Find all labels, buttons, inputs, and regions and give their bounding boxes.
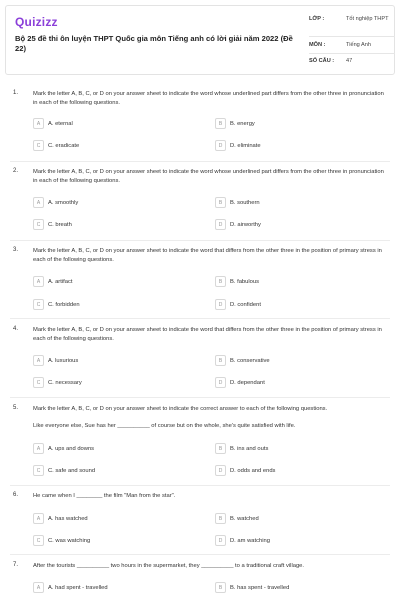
option-label: D. am watching [230,537,270,544]
option-a[interactable] [33,197,78,208]
option-d[interactable] [215,377,265,388]
option-b[interactable] [215,197,260,208]
option-d[interactable] [215,299,261,310]
meta-grade-value: Tốt nghiệp THPT [346,16,389,22]
option-key-box[interactable]: C [33,535,44,546]
option-key-box[interactable]: A [33,355,44,366]
question-divider [10,397,390,398]
option-label: D. confident [230,301,261,308]
question-divider [10,318,390,319]
option-label: B. ins and outs [230,445,269,452]
option-d[interactable] [215,140,261,151]
option-label: B. watched [230,515,259,522]
option-key-box[interactable]: C [33,465,44,476]
meta-subject-label: MÔN : [309,42,326,48]
question-number: 2. [13,168,19,174]
option-a[interactable] [33,582,108,593]
question-stem: Like everyone else, Sue has her __________ of course but on the whole, she's quite satisfied with life. [33,423,296,429]
option-label: A. artifact [48,278,73,285]
question-divider [10,554,390,555]
option-d[interactable] [215,465,275,476]
option-label: C. forbidden [48,301,80,308]
option-label: D. eliminate [230,142,261,149]
question-text: After the tourists __________ two hours in the supermarket, they __________ to a traditional craft village. [33,563,305,569]
question-number: 6. [13,492,19,498]
option-label: D. odds and ends [230,467,276,474]
option-label: B. energy [230,120,255,127]
option-key-box[interactable]: B [215,276,226,287]
option-a[interactable] [33,276,72,287]
question-number: 1. [13,90,19,96]
option-label: A. ups and downs [48,445,95,452]
option-key-box[interactable]: B [215,197,226,208]
question-divider [10,240,390,241]
meta-count-value: 47 [346,58,353,64]
quizizz-logo[interactable]: Quizizz [15,15,58,29]
option-key-box[interactable]: C [33,299,44,310]
option-c[interactable] [33,140,79,151]
question-divider [10,485,390,486]
question-number: 4. [13,326,19,332]
option-a[interactable] [33,443,94,454]
option-label: A. eternal [48,120,73,127]
option-b[interactable] [215,355,270,366]
option-key-box[interactable]: D [215,377,226,388]
meta-subject-value: Tiếng Anh [346,42,371,48]
option-label: A. smoothly [48,199,79,206]
option-key-box[interactable]: C [33,219,44,230]
worksheet-header [5,5,395,75]
option-label: C. necessary [48,379,82,386]
option-key-box[interactable]: D [215,299,226,310]
option-a[interactable] [33,118,73,129]
meta-divider [309,53,395,54]
option-label: A. had spent - travelled [48,584,108,591]
option-label: C. eradicate [48,142,80,149]
question-text: Mark the letter A, B, C, or D on your answer sheet to indicate the word whose underlined part differs from the other three in pronunciation in each of the following questions. [33,169,384,184]
option-label: C. safe and sound [48,467,96,474]
question-text: Mark the letter A, B, C, or D on your answer sheet to indicate the correct answer to each of the following questions. [33,406,328,412]
option-label: A. luxurious [48,357,79,364]
worksheet-title: Bộ 25 đề thi ôn luyện THPT Quốc gia môn Tiếng anh có lời giải năm 2022 (Đề 22) [15,34,293,53]
option-key-box[interactable]: D [215,140,226,151]
option-c[interactable] [33,219,72,230]
question-text: Mark the letter A, B, C, or D on your answer sheet to indicate the word that differs from the other three in the position of primary stress in each of the following questions. [33,248,382,263]
question-number: 5. [13,405,19,411]
option-key-box[interactable]: B [215,443,226,454]
option-key-box[interactable]: D [215,219,226,230]
question-number: 7. [13,562,19,568]
option-key-box[interactable]: C [33,140,44,151]
question-text: Mark the letter A, B, C, or D on your answer sheet to indicate the word that differs from the other three in the position of primary stress in each of the following questions. [33,327,382,342]
option-key-box[interactable]: C [33,377,44,388]
option-key-box[interactable]: B [215,513,226,524]
option-label: B. fabulous [230,278,260,285]
question-text: He came when I ________ the film "Man from the star". [33,493,176,499]
option-d[interactable] [215,219,261,230]
option-a[interactable] [33,355,78,366]
option-c[interactable] [33,299,80,310]
meta-divider [309,36,395,37]
option-key-box[interactable]: D [215,465,226,476]
option-label: C. breath [48,221,72,228]
question-text: Mark the letter A, B, C, or D on your answer sheet to indicate the word whose underlined part differs from the other three in pronunciation in each of the following questions. [33,91,384,106]
option-d[interactable] [215,535,270,546]
option-key-box[interactable]: A [33,443,44,454]
option-key-box[interactable]: B [215,582,226,593]
option-key-box[interactable]: A [33,118,44,129]
option-a[interactable] [33,513,88,524]
option-key-box[interactable]: D [215,535,226,546]
option-b[interactable] [215,513,259,524]
option-label: C. was watching [48,537,91,544]
question-number: 3. [13,247,19,253]
question-divider [10,161,390,162]
option-label: D. airworthy [230,221,261,228]
option-b[interactable] [215,118,255,129]
option-b[interactable] [215,582,289,593]
option-c[interactable] [33,465,95,476]
option-key-box[interactable]: B [215,355,226,366]
option-key-box[interactable]: A [33,582,44,593]
option-key-box[interactable]: A [33,276,44,287]
option-key-box[interactable]: A [33,513,44,524]
option-key-box[interactable]: B [215,118,226,129]
option-label: A. has watched [48,515,88,522]
option-label: B. has spent - travelled [230,584,290,591]
option-key-box[interactable]: A [33,197,44,208]
option-b[interactable] [215,443,268,454]
option-c[interactable] [33,377,82,388]
meta-count-label: SỐ CÂU : [309,58,335,64]
option-label: D. dependant [230,379,265,386]
meta-grade-label: LỚP : [309,16,325,22]
option-b[interactable] [215,276,259,287]
option-label: B. southern [230,199,260,206]
option-c[interactable] [33,535,90,546]
option-label: B. conservative [230,357,270,364]
